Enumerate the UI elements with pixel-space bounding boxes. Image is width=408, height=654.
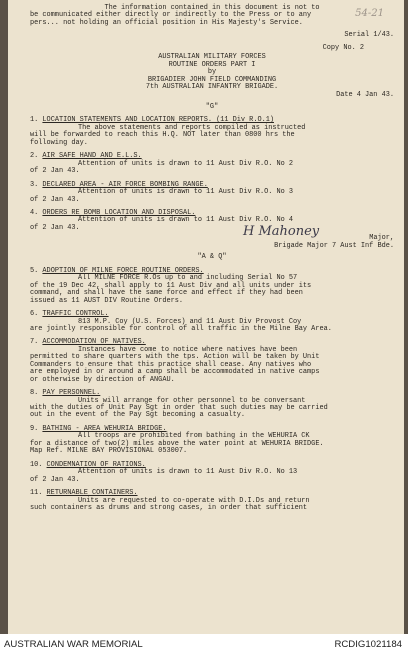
handwritten-signature: H Mahoney [243, 224, 320, 240]
order-text-line: command, and shall have the same force and effect if they had been [30, 289, 303, 298]
items-g [30, 117, 394, 232]
order-title: ACCOMMODATION OF NATIVES. [42, 338, 146, 347]
section-heading-g: "G" [205, 102, 219, 111]
order-item [30, 311, 394, 333]
order-item [30, 426, 394, 456]
order-text-line: are jointly responsible for control of all traffic in the Milne Bay Area. [30, 324, 332, 333]
order-item [30, 153, 394, 175]
notice-line: The information contained in this document is not to [104, 4, 320, 12]
order-number: 2. [30, 152, 39, 161]
order-item [30, 182, 394, 204]
order-text-line: Instances have come to notice where natives have been [78, 345, 298, 354]
copy-number: Copy No. 2 [322, 43, 364, 52]
order-text-line: Units are requested to co-operate with D.I.Ds and return [78, 496, 310, 505]
order-text-line: such containers as drums and strong cases, in order that sufficient [30, 504, 308, 513]
signature-rank: Major, [369, 234, 394, 243]
order-number: 11. [30, 489, 43, 498]
order-title: CONDEMNATION OF RATIONS. [46, 460, 146, 469]
order-number: 6. [30, 310, 39, 319]
footer-bar [0, 634, 408, 654]
notice-line: pers... not holding an official position in His Majesty's Service. [30, 18, 303, 27]
order-title: TRAFFIC CONTROL. [42, 310, 109, 319]
title-line: by [207, 68, 217, 77]
order-text-line: permitted to share quarters with the tps. Action will be taken by Unit [30, 353, 320, 362]
order-text-line: The above statements and reports compiled as instructed [78, 123, 306, 132]
order-title: LOCATION STATEMENTS AND LOCATION REPORTS. [42, 116, 212, 125]
section-heading-aq: "A & Q" [197, 253, 227, 262]
notice [30, 5, 394, 27]
order-text-line: Units will arrange for other personnel to be conversant [78, 396, 306, 405]
document-title [30, 54, 394, 91]
title-line: 7th AUSTRALIAN INFANTRY BRIGADE. [145, 83, 279, 92]
title-line: BRIGADIER JOHN FIELD COMMANDING [147, 75, 277, 84]
order-item [30, 490, 394, 512]
order-text-line: Attention of units is drawn to 11 Aust Div R.O. No 4 [78, 216, 294, 225]
order-text-line: Attention of units is drawn to 11 Aust Div R.O. No 13 [78, 468, 298, 477]
order-number: 1. [30, 116, 39, 125]
order-text-line: following day. [30, 138, 88, 147]
serial-number: Serial 1/43. [344, 31, 394, 40]
items-aq [30, 268, 394, 513]
order-title: AIR SAFE HAND AND E.L.S. [42, 152, 142, 161]
order-title: PAY PERSONNEL. [42, 389, 101, 398]
order-text-line: issued as 11 AUST DIV Routine Orders. [30, 296, 183, 305]
order-item [30, 339, 394, 384]
order-text-line: with the duties of Unit Pay Sgt in order that such duties may be carried [30, 404, 328, 413]
order-text-line: of 2 Jan 43. [30, 475, 80, 484]
order-title: ADOPTION OF MILNE FORCE ROUTINE ORDERS. [42, 266, 204, 275]
order-text-line: Attention of units is drawn to 11 Aust Div R.O. No 2 [78, 159, 294, 168]
order-text-line: Map Ref. MILNE BAY PROVISIONAL 053007. [30, 447, 188, 456]
order-number: 3. [30, 180, 39, 189]
order-text-line: of 2 Jan 43. [30, 195, 80, 204]
order-item [30, 462, 394, 484]
order-text-line: of 2 Jan 43. [30, 223, 80, 232]
order-number: 8. [30, 389, 39, 398]
order-item [30, 268, 394, 305]
order-item [30, 117, 394, 147]
order-text-line: Commanders to ensure that this practice shall cease. Any natives who [30, 360, 312, 369]
order-text-line: will be forwarded to reach this H.Q. NOT later than 0800 hrs the [30, 131, 295, 140]
order-number: 7. [30, 338, 39, 347]
notice-line: be communicated either directly or indirectly to the Press or to any [30, 11, 312, 20]
order-reference: (11 Div R.O.1) [211, 116, 274, 125]
order-text-line: 813 M.P. Coy (U.S. Forces) and 11 Aust Div Provost Coy [78, 317, 302, 326]
order-item [30, 390, 394, 420]
order-text-line: of 2 Jan 43. [30, 167, 80, 176]
order-text-line: of the 19 Dec 42, shall apply to 11 Aust Div and all units under its [30, 281, 312, 290]
document-page [8, 0, 404, 634]
order-text-line: All troops are prohibited from bathing in the WEHURIA CK [78, 432, 310, 441]
order-text-line: for a distance of two(2) miles above the water point at WEHURIA BRIDGE. [30, 439, 324, 448]
order-title: BATHING - AREA WEHURIA BRIDGE. [42, 424, 167, 433]
order-text-line: Attention of units is drawn to 11 Aust Div R.O. No 3 [78, 188, 294, 197]
order-title: RETURNABLE CONTAINERS. [46, 489, 138, 498]
archive-mark: 54-21 [355, 8, 384, 19]
order-title: ORDERS RE BOMB LOCATION AND DISPOSAL. [42, 208, 196, 217]
order-number: 10. [30, 460, 43, 469]
order-title: DECLARED AREA - AIR FORCE BOMBING RANGE. [42, 180, 208, 189]
order-number: 4. [30, 208, 39, 217]
title-line: ROUTINE ORDERS PART I [168, 60, 256, 69]
footer-source: AUSTRALIAN WAR MEMORIAL [4, 639, 143, 650]
order-number: 5. [30, 266, 39, 275]
document-date: Date 4 Jan 43. [336, 90, 394, 99]
title-line: AUSTRALIAN MILITARY FORCES [158, 53, 266, 62]
order-text-line: All MILNE FORCE R.Os up to and including Serial No 57 [78, 274, 298, 283]
order-text-line: or otherwise by direction of ANGAU. [30, 375, 175, 384]
order-text-line: out in the event of the Pay Sgt becoming a casualty. [30, 411, 246, 420]
signature-appointment: Brigade Major 7 Aust Inf Bde. [274, 241, 394, 250]
order-text-line: are employed in or around a camp shall be accommodated in native camps [30, 368, 320, 377]
footer-record-id: RCDIG1021184 [334, 639, 402, 650]
order-item [30, 210, 394, 232]
order-number: 9. [30, 424, 39, 433]
